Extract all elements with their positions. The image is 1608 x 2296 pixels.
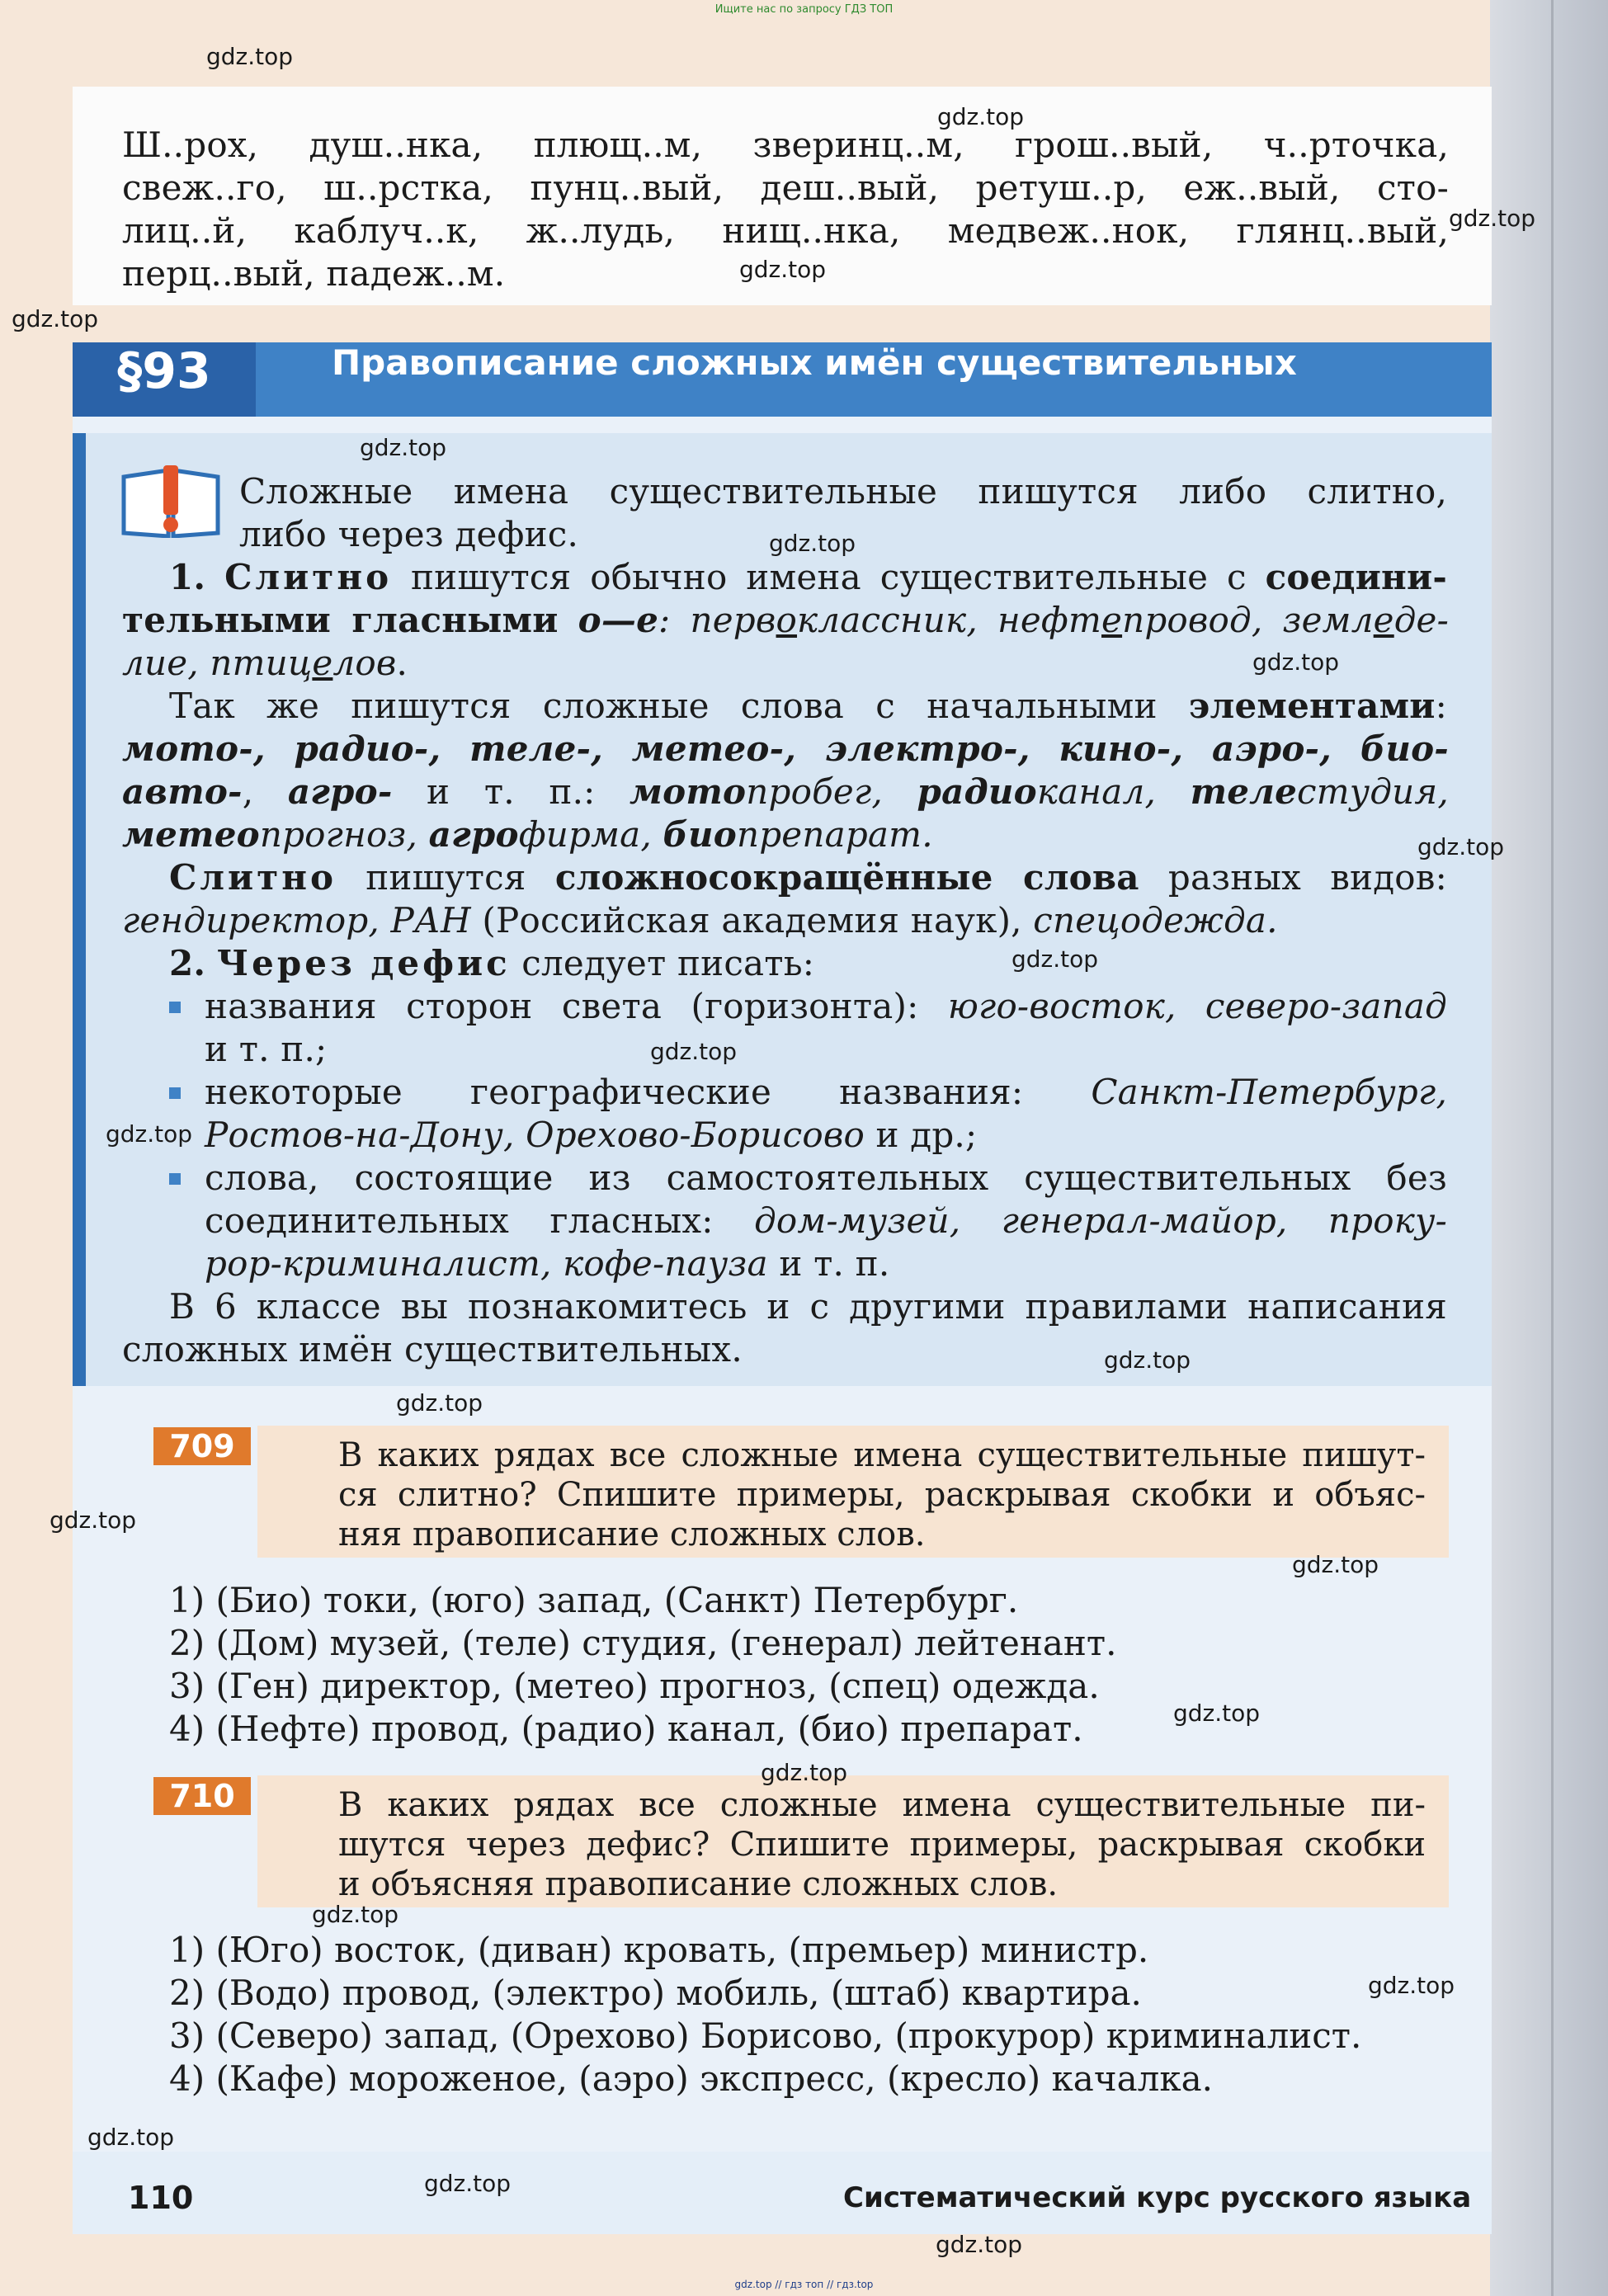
- bullet-marker: [169, 1002, 181, 1013]
- rule-text: канал,: [1036, 771, 1156, 812]
- watermark: gdz.top: [87, 2124, 175, 2151]
- rule-text: : перв: [658, 600, 776, 640]
- intro-line: свеж..го, ш..рстка, пунц..вый, деш..вый, ретуш..р, еж..вый, сто-: [122, 167, 1449, 208]
- rule-term: агро: [428, 814, 519, 855]
- watermark: gdz.top: [769, 530, 856, 557]
- rule-bullet: [205, 1114, 1531, 1157]
- rule-text: :: [1435, 686, 1447, 726]
- page-edge-line: [1551, 0, 1554, 2296]
- bullet-marker: [169, 1173, 181, 1185]
- exercise-709-task: няя правописание сложных слов.: [338, 1516, 926, 1553]
- rule-text: и др.;: [875, 1115, 978, 1155]
- watermark: gdz.top: [1417, 833, 1505, 860]
- prefix-item: агро-: [287, 771, 393, 812]
- rule-term: био: [663, 814, 737, 855]
- exercise-709-number: 709: [153, 1427, 251, 1465]
- rule-term: Слитно: [169, 857, 337, 898]
- exclamation-book-icon: [120, 462, 221, 538]
- rule-text: .: [396, 643, 408, 683]
- watermark: gdz.top: [396, 1389, 483, 1417]
- rule-text: де-: [1393, 600, 1449, 640]
- top-link[interactable]: Ищите нас по запросу ГДЗ ТОП: [714, 3, 894, 16]
- watermark: gdz.top: [650, 1038, 738, 1065]
- rule-example: дом-музей, генерал-майор, проку-: [754, 1200, 1447, 1241]
- exercise-710-task: В каких рядах все сложные имена существительные пи-: [338, 1786, 1426, 1824]
- watermark: gdz.top: [50, 1506, 137, 1534]
- prefix-item: авто-: [122, 771, 243, 812]
- watermark: gdz.top: [360, 434, 447, 461]
- watermark: gdz.top: [12, 305, 99, 332]
- rule-example: Ростов-на-Дону, Орехово-Борисово: [205, 1115, 865, 1155]
- rule-text: соединительных гласных:: [205, 1200, 714, 1241]
- rule-term: метео: [122, 814, 260, 855]
- rule-line: [122, 813, 1449, 856]
- rule-term: Слитно: [224, 557, 393, 597]
- rule-text: (Российская академия наук),: [482, 900, 1022, 941]
- rule-term: соедини-: [1265, 557, 1447, 597]
- rule-example: юго-восток, северо-запад: [947, 986, 1447, 1026]
- rule-example: рор-криминалист, кофе-пауза: [205, 1243, 768, 1284]
- exercise-710-option: 2) (Водо) провод, (электро) мобиль, (штаб) квартира.: [169, 1973, 1142, 2013]
- rule-text: препарат.: [736, 814, 933, 855]
- rule-line: [122, 642, 1449, 685]
- rule-text: пробег,: [746, 771, 883, 812]
- prefix-item: мото-: [122, 728, 253, 769]
- rule-example: гендиректор, РАН: [122, 900, 471, 941]
- rule-highlight: о: [776, 600, 798, 640]
- watermark: gdz.top: [936, 2231, 1023, 2258]
- rule-term: радио: [917, 771, 1037, 812]
- rule-text: лие, птиц: [122, 643, 313, 683]
- watermark: gdz.top: [1368, 1972, 1455, 1999]
- rule-line: авто-, агро- и т. п.: мотопробег, радиоканал, телестудия,: [122, 771, 1449, 812]
- rule-example: спецодежда.: [1033, 900, 1278, 941]
- exercise-710-task: шутся через дефис? Спишите примеры, раскрывая скобки: [338, 1826, 1426, 1864]
- rule-bullet: [205, 1242, 1531, 1285]
- watermark: gdz.top: [1011, 945, 1099, 973]
- rule-num: 2.: [169, 943, 206, 983]
- rule-line: [169, 685, 1447, 728]
- exercise-710-number: 710: [153, 1777, 251, 1815]
- rule-text: разных видов:: [1167, 857, 1447, 898]
- page-number: 110: [128, 2180, 194, 2216]
- watermark: gdz.top: [739, 256, 827, 283]
- rule-bullet: [205, 985, 1447, 1028]
- rule-highlight: е: [1101, 600, 1123, 640]
- rule-text: фирма,: [518, 814, 652, 855]
- rule-text: и т. п.:: [427, 771, 596, 812]
- intro-line: перц..вый, падеж..м.: [122, 253, 506, 294]
- rule-box-bar: [73, 433, 86, 1386]
- rule-bullet: [205, 1071, 1447, 1114]
- exercise-709-task: В каких рядах все сложные имена существительные пишут-: [338, 1436, 1426, 1474]
- watermark: gdz.top: [1292, 1551, 1379, 1578]
- rule-term: тельными гласными: [122, 600, 559, 640]
- prefix-item: электро-: [824, 728, 1018, 769]
- watermark: gdz.top: [206, 43, 294, 70]
- watermark: gdz.top: [312, 1901, 399, 1928]
- rule-text: классник, нефт: [797, 600, 1102, 640]
- rule-text: пишутся обычно имена существительные с: [410, 557, 1247, 597]
- rule-line: В 6 классе вы познакомитесь и с другими правилами написания: [169, 1286, 1447, 1327]
- exercise-709-option: 4) (Нефте) провод, (радио) канал, (био) препарат.: [169, 1709, 1083, 1749]
- section-title: Правописание сложных имён существительных: [332, 342, 1297, 383]
- watermark: gdz.top: [1252, 648, 1340, 676]
- rule-term: сложносокращённые слова: [554, 857, 1139, 898]
- watermark: gdz.top: [1173, 1700, 1261, 1727]
- rule-term: теле: [1190, 771, 1298, 812]
- intro-line: Ш..рох, душ..нка, плющ..м, зверинц..м, грош..вый, ч..рточка,: [122, 125, 1449, 165]
- rule-num: 1.: [169, 557, 206, 597]
- rule-text: прогноз,: [259, 814, 418, 855]
- rule-line: [122, 599, 1449, 642]
- rule-text: и т. п.: [779, 1243, 890, 1284]
- watermark: gdz.top: [106, 1120, 193, 1148]
- exercise-709-option: 3) (Ген) директор, (метео) прогноз, (спец) одежда.: [169, 1666, 1100, 1706]
- rule-line: [122, 899, 1449, 942]
- rule-example: Санкт-Петербург,: [1091, 1072, 1447, 1112]
- rule-bullet: [205, 1200, 1447, 1242]
- intro-line: лиц..й, каблуч..к, ж..лудь, нищ..нка, медвеж..нок, глянц..вый,: [122, 210, 1449, 251]
- watermark: gdz.top: [937, 103, 1025, 130]
- rule-term: Через дефис: [216, 943, 511, 983]
- watermark: gdz.top: [1449, 205, 1536, 232]
- exercise-710-task: и объясняя правописание сложных слов.: [338, 1865, 1059, 1903]
- rule-text: лов: [332, 643, 397, 683]
- rule-line: [169, 942, 1496, 985]
- rule-line: [169, 856, 1447, 899]
- exercise-710-option: 3) (Северо) запад, (Орехово) Борисово, (прокурор) криминалист.: [169, 2015, 1362, 2056]
- rule-text: следует писать:: [521, 943, 815, 983]
- exercise-710-option: 1) (Юго) восток, (диван) кровать, (премьер) министр.: [169, 1930, 1149, 1970]
- prefix-item: био-: [1360, 728, 1449, 769]
- exercise-709-option: 1) (Био) токи, (юго) запад, (Санкт) Петербург.: [169, 1580, 1019, 1620]
- rule-text: провод, земл: [1122, 600, 1374, 640]
- prefix-item: радио-: [294, 728, 429, 769]
- rule-text: некоторые географические названия:: [205, 1072, 1024, 1112]
- rule-text: студия,: [1297, 771, 1449, 812]
- watermark: gdz.top: [761, 1759, 848, 1786]
- rule-line: Сложные имена существительные пишутся либо слитно,: [239, 471, 1447, 512]
- rule-line: мото-, радио-, теле-, метео-, электро-, кино-, аэро-, био-: [122, 728, 1449, 769]
- rule-highlight: е: [1373, 600, 1394, 640]
- rule-line: сложных имён существительных.: [122, 1329, 743, 1370]
- exercise-709-task: ся слитно? Спишите примеры, раскрывая скобки и объяс-: [338, 1476, 1426, 1514]
- exercise-709-option: 2) (Дом) музей, (теле) студия, (генерал) лейтенант.: [169, 1623, 1117, 1663]
- prefix-item: аэро-: [1212, 728, 1320, 769]
- prefix-item: метео-: [631, 728, 785, 769]
- footer-title: Систематический курс русского языка: [843, 2181, 1472, 2214]
- rule-term: о—е: [578, 600, 659, 640]
- rule-bullet: слова, состоящие из самостоятельных существительных без: [205, 1157, 1447, 1198]
- rule-line: либо через дефис.: [239, 514, 579, 554]
- section-number: §93: [117, 342, 211, 400]
- rule-text: Так же пишутся сложные слова с начальными: [169, 686, 1158, 726]
- prefix-item: кино-: [1059, 728, 1172, 769]
- rule-text: пишутся: [365, 857, 526, 898]
- rule-term: мото: [630, 771, 747, 812]
- watermark: gdz.top: [1104, 1346, 1191, 1374]
- bullet-marker: [169, 1087, 181, 1099]
- exercise-710-option: 4) (Кафе) мороженое, (аэро) экспресс, (кресло) качалка.: [169, 2058, 1213, 2099]
- rule-bullet: и т. п.;: [205, 1029, 328, 1069]
- rule-term: элементами: [1188, 686, 1436, 726]
- rule-highlight: е: [312, 643, 333, 683]
- rule-text: названия сторон света (горизонта):: [205, 986, 919, 1026]
- prefix-item: теле-: [469, 728, 592, 769]
- rule-line: [169, 556, 1447, 599]
- bottom-link[interactable]: gdz.top // гдз топ // гдз.top: [734, 2279, 874, 2290]
- watermark: gdz.top: [424, 2170, 512, 2197]
